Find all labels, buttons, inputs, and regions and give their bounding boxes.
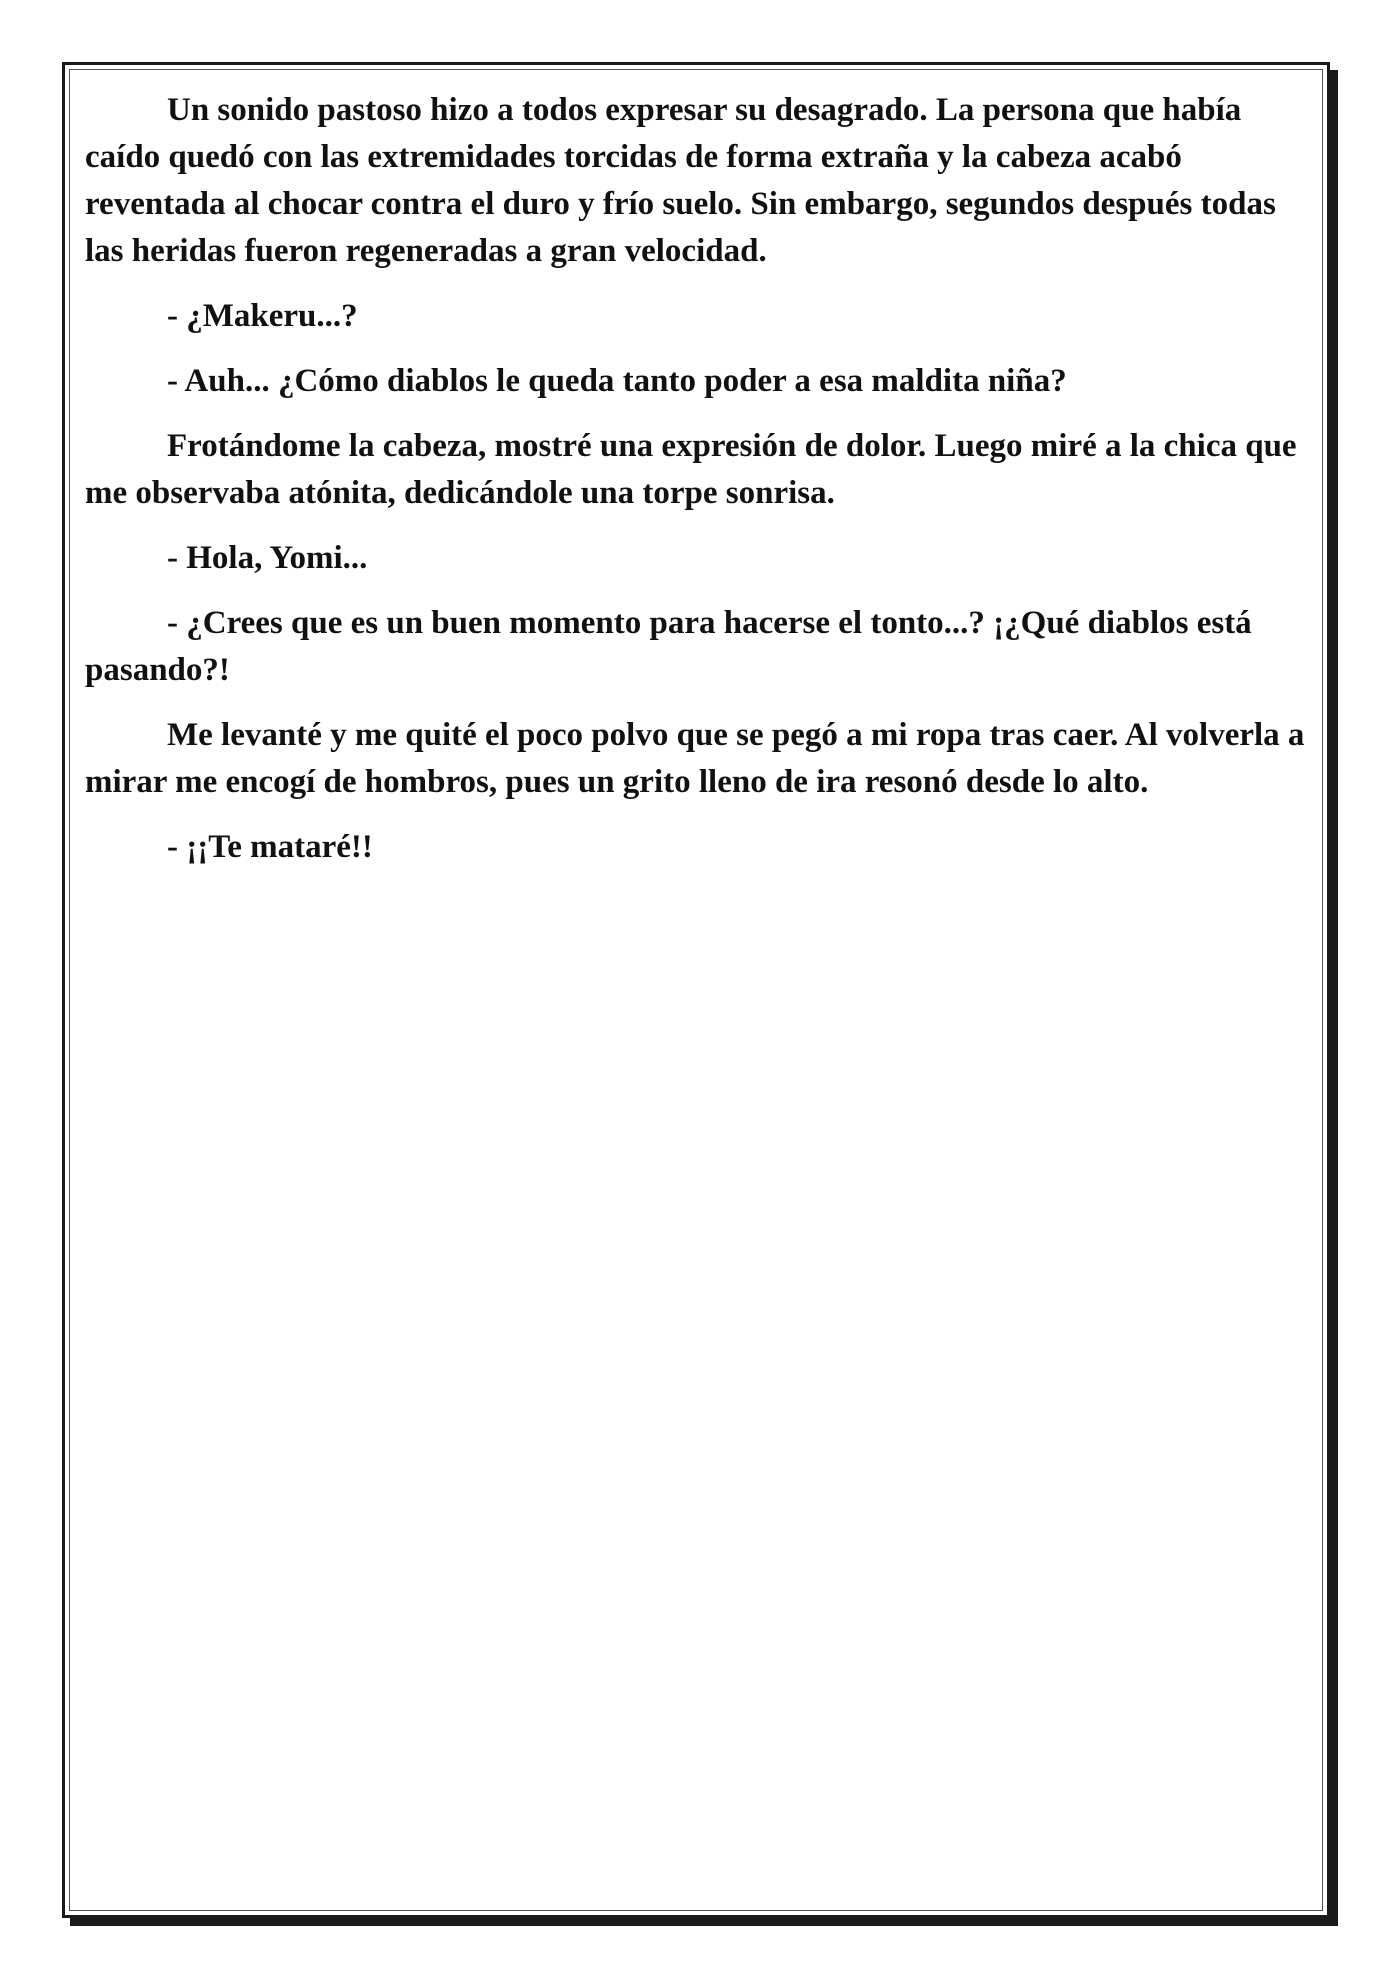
paragraph-dialogue: - ¿Crees que es un buen momento para hacerse el tonto...? ¡¿Qué diablos está pasando?! [85,605,1252,688]
paragraph-narration: Me levanté y me quité el poco polvo que se pegó a mi ropa tras caer. Al volverla a mirar me encogí de hombros, pues un grito lleno de ira resonó desde lo alto. [85,717,1305,800]
paragraph-dialogue: - ¿Makeru...? [167,298,358,334]
paragraph-dialogue: - ¡¡Te mataré!! [167,829,373,865]
paragraph-dialogue: - Auh... ¿Cómo diablos le queda tanto poder a esa maldita niña? [167,363,1067,399]
paragraph-dialogue: - Hola, Yomi... [167,540,368,576]
document-body [85,87,1317,889]
page-frame [62,62,1330,1918]
paragraph-narration: Frotándome la cabeza, mostré una expresión de dolor. Luego miré a la chica que me observaba atónita, dedicándole una torpe sonrisa. [85,428,1297,511]
paragraph-narration: Un sonido pastoso hizo a todos expresar su desagrado. La persona que había caído quedó con las extremidades torcidas de forma extraña y la cabeza acabó reventada al chocar contra el duro y frío suelo. Sin embargo, segundos después todas las heridas fueron regeneradas a gran velocidad. [85,92,1276,269]
